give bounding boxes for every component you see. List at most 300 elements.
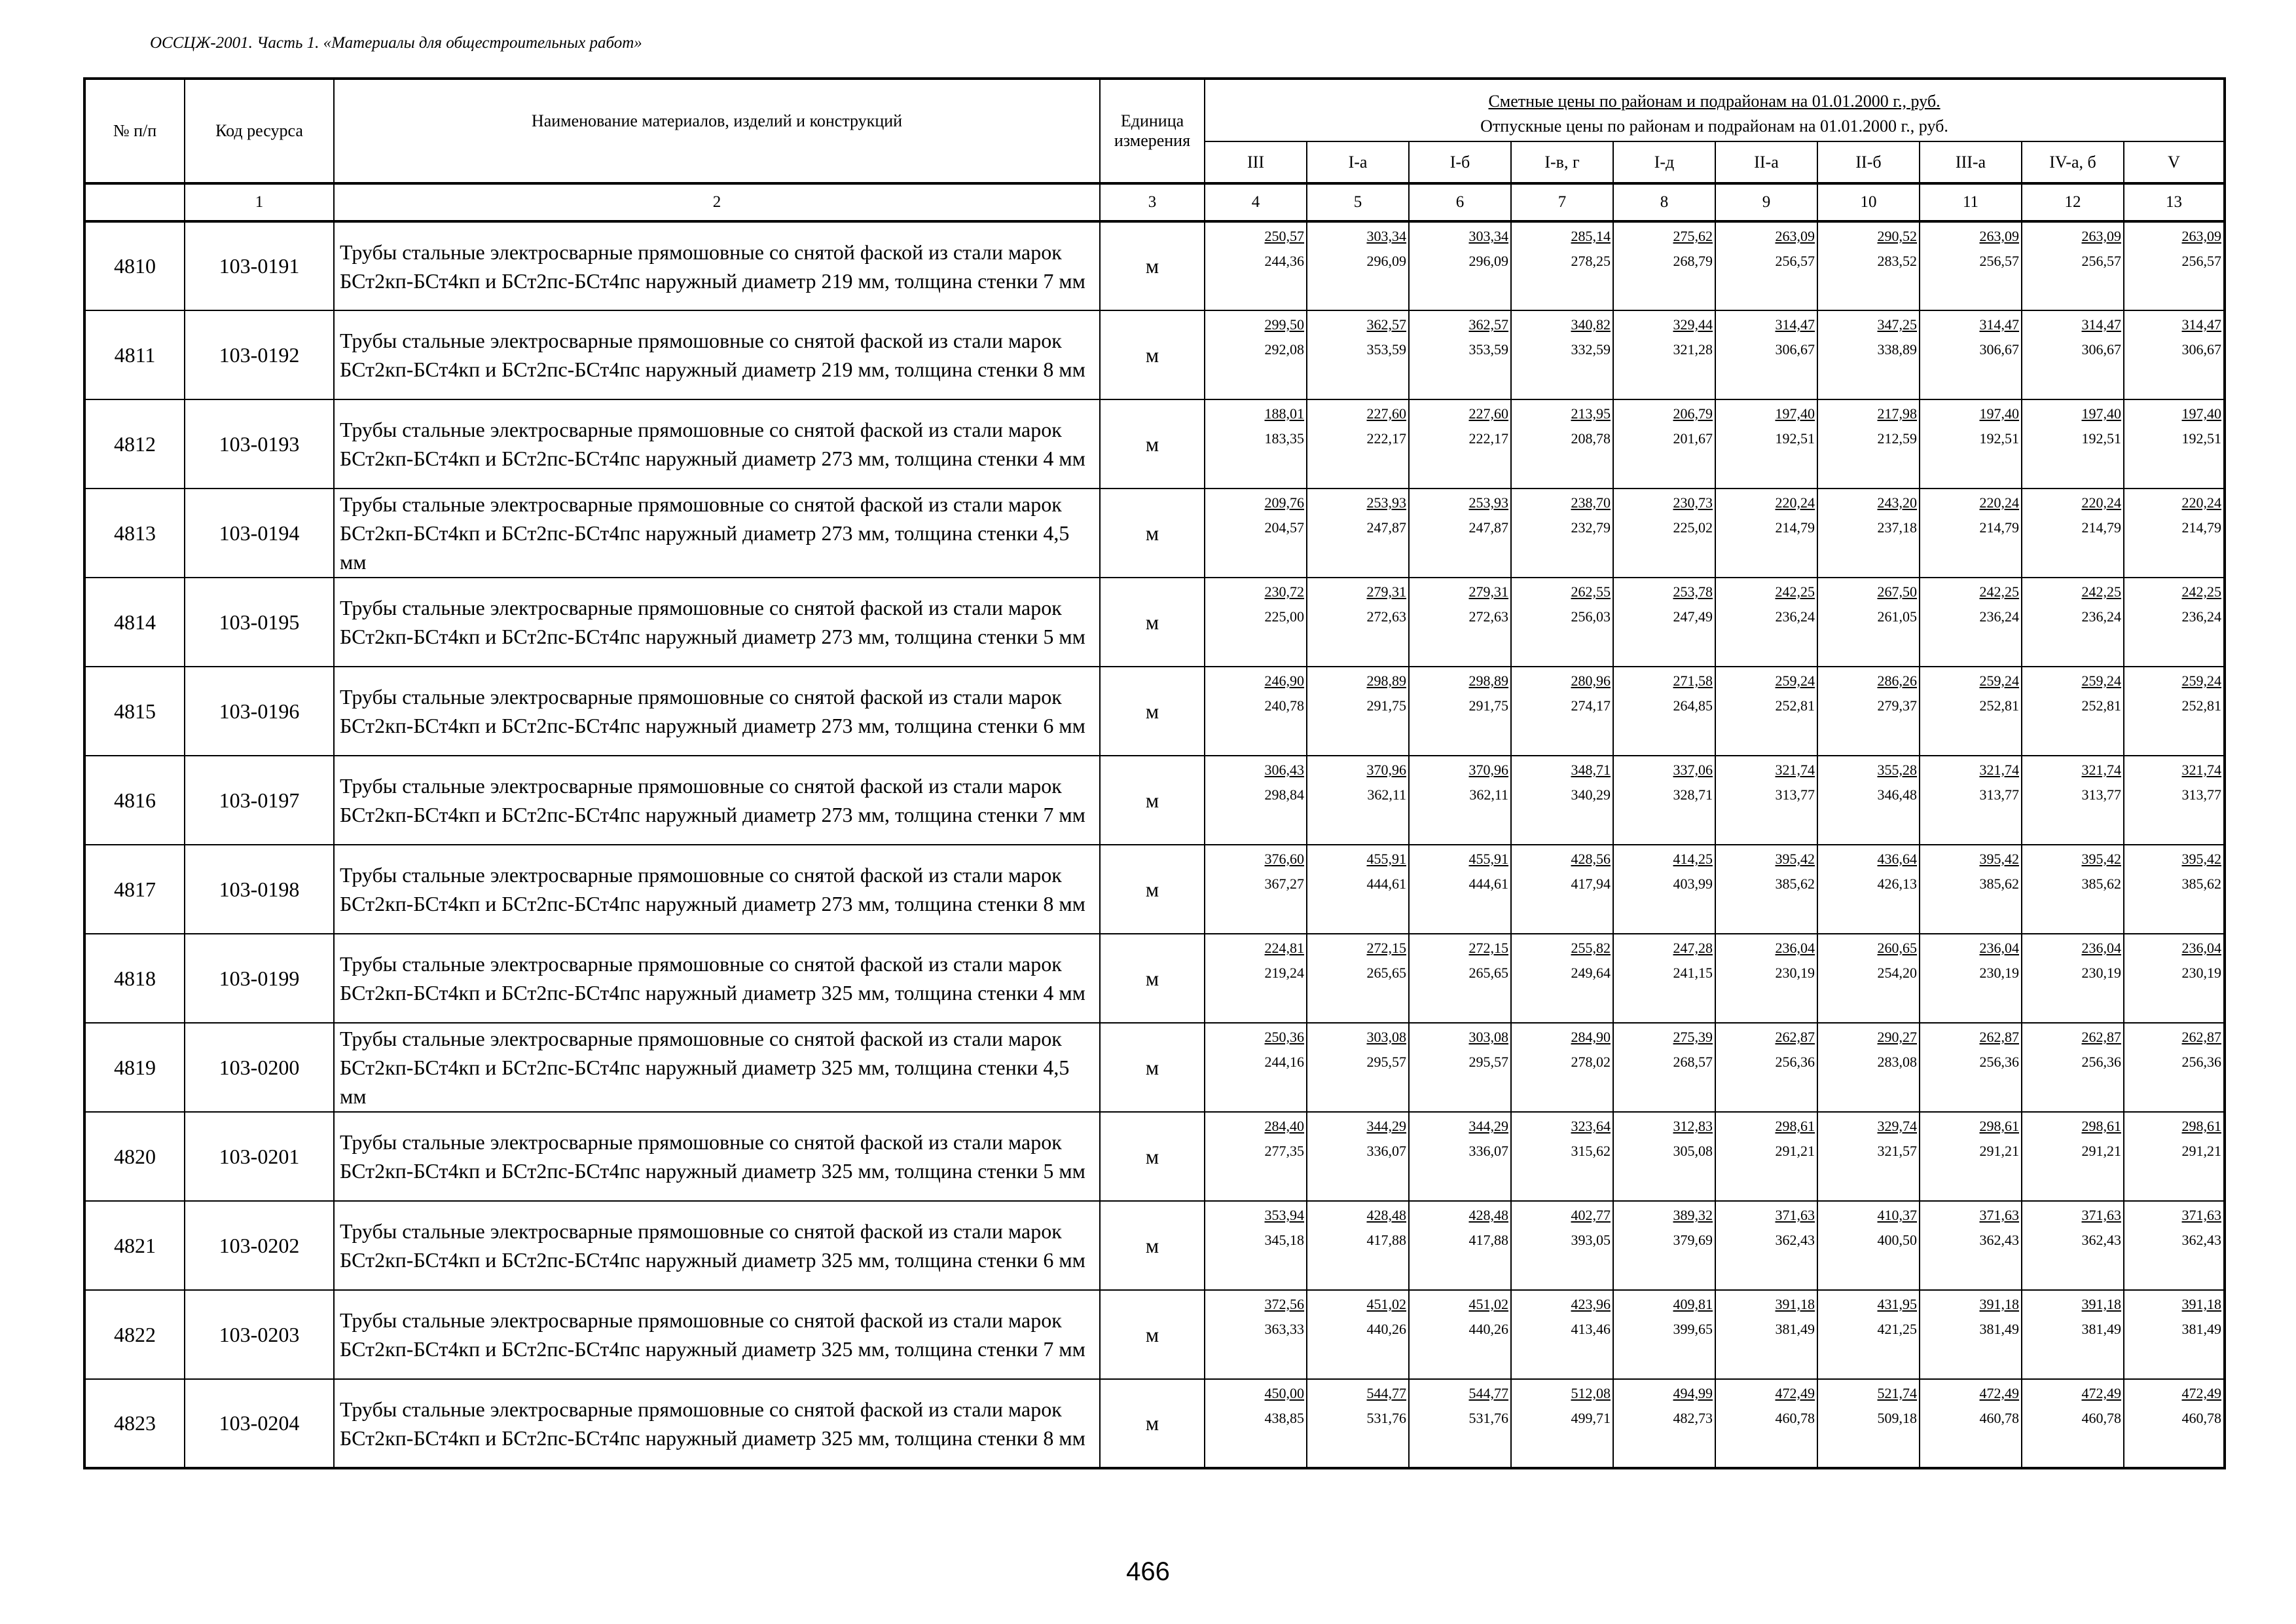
- release-price: 292,08: [1264, 341, 1304, 358]
- estimated-price: 242,25: [1775, 583, 1815, 600]
- estimated-price: 250,57: [1264, 228, 1304, 244]
- cell-price: [1307, 310, 1409, 399]
- release-price: 296,09: [1468, 253, 1508, 269]
- estimated-price: 391,18: [2081, 1296, 2121, 1312]
- col-header-name: Наименование материалов, изделий и конструкций: [334, 79, 1100, 183]
- release-price: 345,18: [1264, 1232, 1304, 1248]
- cell-price: [1715, 1023, 1817, 1112]
- release-price: 362,43: [2181, 1232, 2222, 1248]
- cell-num: 4813: [84, 489, 185, 578]
- table-row: [84, 1112, 2225, 1201]
- cell-num: 4816: [84, 756, 185, 845]
- release-price: 438,85: [1264, 1410, 1304, 1426]
- estimated-price: 370,96: [1366, 762, 1406, 778]
- cell-material-name: Трубы стальные электросварные прямошовные со снятой фаской из стали марок БСт2кп-БСт4кп и БСт2пс-БСт4пс наружный диаметр 325 мм, толщина стенки 7 мм: [334, 1290, 1100, 1379]
- cell-price: [1817, 1379, 1920, 1468]
- release-price: 256,57: [1775, 253, 1815, 269]
- column-number: 7: [1511, 183, 1613, 221]
- estimated-price: 284,40: [1264, 1118, 1304, 1134]
- release-price: 381,49: [2181, 1321, 2222, 1337]
- cell-price: [1613, 1379, 1715, 1468]
- release-price: 278,25: [1571, 253, 1611, 269]
- estimated-price: 253,93: [1468, 494, 1508, 511]
- release-price: 252,81: [1775, 697, 1815, 714]
- release-price: 321,57: [1877, 1143, 1917, 1159]
- estimated-price: 224,81: [1264, 940, 1304, 956]
- table-row: [84, 1379, 2225, 1468]
- cell-price: [1920, 1201, 2022, 1290]
- release-price: 353,59: [1468, 341, 1508, 358]
- cell-price: [2022, 1290, 2124, 1379]
- cell-price: [2022, 1023, 2124, 1112]
- estimated-price: 451,02: [1468, 1296, 1508, 1312]
- release-price: 332,59: [1571, 341, 1611, 358]
- estimated-price: 247,28: [1673, 940, 1713, 956]
- estimated-price: 321,74: [1775, 762, 1815, 778]
- estimated-price: 347,25: [1877, 316, 1917, 333]
- table-row: [84, 578, 2225, 667]
- cell-price: [1511, 489, 1613, 578]
- estimated-price: 298,61: [1979, 1118, 2019, 1134]
- cell-material-name: Трубы стальные электросварные прямошовные со снятой фаской из стали марок БСт2кп-БСт4кп и БСт2пс-БСт4пс наружный диаметр 325 мм, толщина стенки 8 мм: [334, 1379, 1100, 1468]
- cell-price: [1715, 489, 1817, 578]
- column-number-empty: [84, 183, 185, 221]
- cell-unit: м: [1100, 489, 1205, 578]
- col-header-unit: Единица измерения: [1100, 79, 1205, 183]
- cell-price: [2022, 1112, 2124, 1201]
- estimated-price: 314,47: [2181, 316, 2222, 333]
- estimated-price: 306,43: [1264, 762, 1304, 778]
- estimated-price: 259,24: [2181, 673, 2222, 689]
- release-price: 385,62: [2081, 876, 2121, 892]
- estimated-price: 436,64: [1877, 851, 1917, 867]
- release-price: 421,25: [1877, 1321, 1917, 1337]
- cell-price: [1307, 1201, 1409, 1290]
- estimated-price: 348,71: [1571, 762, 1611, 778]
- cell-price: [1205, 1379, 1307, 1468]
- estimated-price: 285,14: [1571, 228, 1611, 244]
- release-price: 252,81: [2081, 697, 2121, 714]
- release-price: 393,05: [1571, 1232, 1611, 1248]
- release-price: 256,57: [1979, 253, 2019, 269]
- cell-material-name: Трубы стальные электросварные прямошовные со снятой фаской из стали марок БСт2кп-БСт4кп и БСт2пс-БСт4пс наружный диаметр 273 мм, толщина стенки 4,5 мм: [334, 489, 1100, 578]
- release-price: 399,65: [1673, 1321, 1713, 1337]
- cell-price: [1613, 1290, 1715, 1379]
- cell-price: [1307, 1023, 1409, 1112]
- cell-price: [1409, 310, 1511, 399]
- release-price: 278,02: [1571, 1054, 1611, 1070]
- release-price: 272,63: [1366, 608, 1406, 625]
- estimated-price: 455,91: [1366, 851, 1406, 867]
- release-price: 214,79: [1979, 519, 2019, 536]
- cell-price: [1613, 756, 1715, 845]
- estimated-price: 391,18: [2181, 1296, 2222, 1312]
- estimated-price: 512,08: [1571, 1385, 1611, 1401]
- release-price: 306,67: [2181, 341, 2222, 358]
- cell-price: [1409, 1023, 1511, 1112]
- estimated-price: 217,98: [1877, 405, 1917, 422]
- cell-price: [2124, 310, 2225, 399]
- cell-num: 4812: [84, 399, 185, 489]
- estimated-price-header: Сметные цены по районам и подрайонам на 01.01.2000 г., руб.: [1488, 92, 1941, 111]
- release-price: 385,62: [1775, 876, 1815, 892]
- cell-price: [2124, 934, 2225, 1023]
- cell-resource-code: 103-0200: [185, 1023, 334, 1112]
- cell-price: [2022, 934, 2124, 1023]
- release-price: 222,17: [1468, 430, 1508, 447]
- cell-material-name: Трубы стальные электросварные прямошовные со снятой фаской из стали марок БСт2кп-БСт4кп и БСт2пс-БСт4пс наружный диаметр 325 мм, толщина стенки 4 мм: [334, 934, 1100, 1023]
- estimated-price: 246,90: [1264, 673, 1304, 689]
- estimated-price: 395,42: [1775, 851, 1815, 867]
- release-price: 381,49: [1775, 1321, 1815, 1337]
- cell-resource-code: 103-0192: [185, 310, 334, 399]
- cell-num: 4823: [84, 1379, 185, 1468]
- estimated-price: 263,09: [2081, 228, 2121, 244]
- estimated-price: 314,47: [1775, 316, 1815, 333]
- estimated-price: 262,87: [2181, 1029, 2222, 1045]
- cell-price: [1715, 1290, 1817, 1379]
- cell-resource-code: 103-0204: [185, 1379, 334, 1468]
- estimated-price: 337,06: [1673, 762, 1713, 778]
- cell-num: 4821: [84, 1201, 185, 1290]
- estimated-price: 340,82: [1571, 316, 1611, 333]
- cell-material-name: Трубы стальные электросварные прямошовные со снятой фаской из стали марок БСт2кп-БСт4кп и БСт2пс-БСт4пс наружный диаметр 273 мм, толщина стенки 5 мм: [334, 578, 1100, 667]
- estimated-price: 236,04: [2181, 940, 2222, 956]
- release-price: 268,79: [1673, 253, 1713, 269]
- estimated-price: 321,74: [1979, 762, 2019, 778]
- estimated-price: 255,82: [1571, 940, 1611, 956]
- estimated-price: 370,96: [1468, 762, 1508, 778]
- estimated-price: 321,74: [2081, 762, 2121, 778]
- release-price: 291,21: [1979, 1143, 2019, 1159]
- estimated-price: 290,52: [1877, 228, 1917, 244]
- release-price: 283,08: [1877, 1054, 1917, 1070]
- table-row: [84, 756, 2225, 845]
- release-price: 400,50: [1877, 1232, 1917, 1248]
- cell-price: [1715, 667, 1817, 756]
- estimated-price: 259,24: [2081, 673, 2121, 689]
- estimated-price: 303,34: [1366, 228, 1406, 244]
- estimated-price: 321,74: [2181, 762, 2222, 778]
- estimated-price: 355,28: [1877, 762, 1917, 778]
- cell-price: [1511, 578, 1613, 667]
- cell-price: [1715, 934, 1817, 1023]
- cell-price: [1715, 578, 1817, 667]
- cell-price: [1205, 221, 1307, 310]
- cell-price: [1511, 399, 1613, 489]
- cell-price: [2124, 845, 2225, 934]
- estimated-price: 323,64: [1571, 1118, 1611, 1134]
- region-header: II-б: [1817, 141, 1920, 183]
- table-row: [84, 934, 2225, 1023]
- estimated-price: 371,63: [2081, 1207, 2121, 1223]
- cell-price: [1205, 667, 1307, 756]
- column-number: 13: [2124, 183, 2225, 221]
- cell-price: [2022, 667, 2124, 756]
- cell-resource-code: 103-0197: [185, 756, 334, 845]
- cell-resource-code: 103-0202: [185, 1201, 334, 1290]
- release-price: 240,78: [1264, 697, 1304, 714]
- cell-price: [1511, 1290, 1613, 1379]
- estimated-price: 299,50: [1264, 316, 1304, 333]
- cell-price: [1920, 221, 2022, 310]
- release-price: 256,03: [1571, 608, 1611, 625]
- release-price: 236,24: [2081, 608, 2121, 625]
- release-price: 362,43: [1979, 1232, 2019, 1248]
- estimated-price: 262,87: [2081, 1029, 2121, 1045]
- cell-price: [1817, 1290, 1920, 1379]
- estimated-price: 279,31: [1366, 583, 1406, 600]
- cell-price: [1409, 845, 1511, 934]
- cell-price: [1511, 1112, 1613, 1201]
- estimated-price: 259,24: [1775, 673, 1815, 689]
- cell-resource-code: 103-0199: [185, 934, 334, 1023]
- region-header: I-а: [1307, 141, 1409, 183]
- release-price: 249,64: [1571, 965, 1611, 981]
- cell-price: [2022, 756, 2124, 845]
- release-price: 230,19: [1979, 965, 2019, 981]
- cell-material-name: Трубы стальные электросварные прямошовные со снятой фаской из стали марок БСт2кп-БСт4кп и БСт2пс-БСт4пс наружный диаметр 325 мм, толщина стенки 5 мм: [334, 1112, 1100, 1201]
- cell-resource-code: 103-0196: [185, 667, 334, 756]
- estimated-price: 395,42: [2181, 851, 2222, 867]
- estimated-price: 213,95: [1571, 405, 1611, 422]
- column-number: 8: [1613, 183, 1715, 221]
- cell-material-name: Трубы стальные электросварные прямошовные со снятой фаской из стали марок БСт2кп-БСт4кп и БСт2пс-БСт4пс наружный диаметр 325 мм, толщина стенки 6 мм: [334, 1201, 1100, 1290]
- release-price: 291,21: [1775, 1143, 1815, 1159]
- region-header: III: [1205, 141, 1307, 183]
- cell-price: [1307, 221, 1409, 310]
- cell-price: [1613, 1112, 1715, 1201]
- cell-price: [1205, 1112, 1307, 1201]
- cell-price: [1613, 489, 1715, 578]
- cell-price: [1817, 1023, 1920, 1112]
- release-price: 313,77: [2081, 786, 2121, 803]
- estimated-price: 450,00: [1264, 1385, 1304, 1401]
- cell-price: [2124, 756, 2225, 845]
- cell-unit: м: [1100, 845, 1205, 934]
- cell-price: [1307, 756, 1409, 845]
- cell-price: [1715, 845, 1817, 934]
- release-price: 277,35: [1264, 1143, 1304, 1159]
- estimated-price: 298,61: [2181, 1118, 2222, 1134]
- cell-material-name: Трубы стальные электросварные прямошовные со снятой фаской из стали марок БСт2кп-БСт4кп и БСт2пс-БСт4пс наружный диаметр 273 мм, толщина стенки 4 мм: [334, 399, 1100, 489]
- estimated-price: 220,24: [2081, 494, 2121, 511]
- cell-material-name: Трубы стальные электросварные прямошовные со снятой фаской из стали марок БСт2кп-БСт4кп и БСт2пс-БСт4пс наружный диаметр 325 мм, толщина стенки 4,5 мм: [334, 1023, 1100, 1112]
- release-price: 340,29: [1571, 786, 1611, 803]
- estimated-price: 362,57: [1468, 316, 1508, 333]
- cell-price: [1409, 1112, 1511, 1201]
- column-number: 4: [1205, 183, 1307, 221]
- release-price: 256,36: [1979, 1054, 2019, 1070]
- release-price: 256,57: [2181, 253, 2222, 269]
- cell-price: [1613, 578, 1715, 667]
- estimated-price: 371,63: [1979, 1207, 2019, 1223]
- release-price: 379,69: [1673, 1232, 1713, 1248]
- release-price: 247,87: [1468, 519, 1508, 536]
- release-price: 256,57: [2081, 253, 2121, 269]
- release-price: 460,78: [1979, 1410, 2019, 1426]
- cell-price: [2124, 489, 2225, 578]
- release-price: 247,49: [1673, 608, 1713, 625]
- release-price: 237,18: [1877, 519, 1917, 536]
- estimated-price: 431,95: [1877, 1296, 1917, 1312]
- release-price: 192,51: [1979, 430, 2019, 447]
- cell-price: [1511, 1023, 1613, 1112]
- column-number: 3: [1100, 183, 1205, 221]
- release-price: 296,09: [1366, 253, 1406, 269]
- estimated-price: 197,40: [1979, 405, 2019, 422]
- table-row: [84, 221, 2225, 310]
- estimated-price: 298,89: [1366, 673, 1406, 689]
- cell-price: [1307, 578, 1409, 667]
- cell-price: [1613, 667, 1715, 756]
- estimated-price: 314,47: [1979, 316, 2019, 333]
- release-price: 201,67: [1673, 430, 1713, 447]
- cell-price: [1817, 399, 1920, 489]
- cell-price: [1715, 756, 1817, 845]
- estimated-price: 242,25: [2081, 583, 2121, 600]
- cell-price: [2124, 1023, 2225, 1112]
- cell-price: [1409, 1201, 1511, 1290]
- release-price: 403,99: [1673, 876, 1713, 892]
- region-header: IV-а, б: [2022, 141, 2124, 183]
- column-number: 2: [334, 183, 1100, 221]
- cell-price: [2124, 1201, 2225, 1290]
- cell-price: [1205, 578, 1307, 667]
- cell-price: [1307, 934, 1409, 1023]
- cell-price: [1920, 310, 2022, 399]
- estimated-price: 279,31: [1468, 583, 1508, 600]
- cell-resource-code: 103-0193: [185, 399, 334, 489]
- cell-price: [1613, 934, 1715, 1023]
- table-row: [84, 1290, 2225, 1379]
- column-number: 1: [185, 183, 334, 221]
- cell-price: [1511, 934, 1613, 1023]
- cell-price: [1307, 399, 1409, 489]
- table-row: [84, 1201, 2225, 1290]
- release-price: 367,27: [1264, 876, 1304, 892]
- release-price: 336,07: [1366, 1143, 1406, 1159]
- cell-price: [1511, 667, 1613, 756]
- release-price: 204,57: [1264, 519, 1304, 536]
- cell-price: [1920, 756, 2022, 845]
- estimated-price: 197,40: [1775, 405, 1815, 422]
- cell-unit: м: [1100, 1379, 1205, 1468]
- estimated-price: 260,65: [1877, 940, 1917, 956]
- release-price: 295,57: [1366, 1054, 1406, 1070]
- cell-unit: м: [1100, 1201, 1205, 1290]
- estimated-price: 262,55: [1571, 583, 1611, 600]
- release-price: 256,36: [1775, 1054, 1815, 1070]
- release-price: 225,00: [1264, 608, 1304, 625]
- cell-price: [1205, 934, 1307, 1023]
- cell-price: [1920, 578, 2022, 667]
- release-price: 338,89: [1877, 341, 1917, 358]
- cell-unit: м: [1100, 310, 1205, 399]
- release-price: 298,84: [1264, 786, 1304, 803]
- cell-num: 4817: [84, 845, 185, 934]
- cell-price: [1817, 310, 1920, 399]
- col-header-prices: [1205, 79, 2225, 141]
- release-price: 268,57: [1673, 1054, 1713, 1070]
- cell-price: [1817, 221, 1920, 310]
- release-price: 192,51: [2081, 430, 2121, 447]
- release-price: 413,46: [1571, 1321, 1611, 1337]
- release-price: 460,78: [2181, 1410, 2222, 1426]
- estimated-price: 303,08: [1366, 1029, 1406, 1045]
- cell-price: [1920, 934, 2022, 1023]
- release-price: 241,15: [1673, 965, 1713, 981]
- release-price: 291,75: [1468, 697, 1508, 714]
- estimated-price: 472,49: [1775, 1385, 1815, 1401]
- cell-resource-code: 103-0203: [185, 1290, 334, 1379]
- col-header-code: Код ресурса: [185, 79, 334, 183]
- release-price: 315,62: [1571, 1143, 1611, 1159]
- estimated-price: 329,74: [1877, 1118, 1917, 1134]
- estimated-price: 290,27: [1877, 1029, 1917, 1045]
- estimated-price: 402,77: [1571, 1207, 1611, 1223]
- cell-price: [1817, 489, 1920, 578]
- cell-price: [2022, 489, 2124, 578]
- table-row: [84, 489, 2225, 578]
- release-price: 252,81: [1979, 697, 2019, 714]
- release-price: 265,65: [1468, 965, 1508, 981]
- table-row: [84, 399, 2225, 489]
- estimated-price: 197,40: [2081, 405, 2121, 422]
- cell-price: [1715, 1201, 1817, 1290]
- region-header: III-а: [1920, 141, 2022, 183]
- release-price: 244,16: [1264, 1054, 1304, 1070]
- release-price: 305,08: [1673, 1143, 1713, 1159]
- cell-material-name: Трубы стальные электросварные прямошовные со снятой фаской из стали марок БСт2кп-БСт4кп и БСт2пс-БСт4пс наружный диаметр 273 мм, толщина стенки 8 мм: [334, 845, 1100, 934]
- cell-num: 4810: [84, 221, 185, 310]
- cell-price: [2022, 845, 2124, 934]
- estimated-price: 227,60: [1468, 405, 1508, 422]
- estimated-price: 220,24: [1775, 494, 1815, 511]
- cell-num: 4814: [84, 578, 185, 667]
- cell-num: 4815: [84, 667, 185, 756]
- release-price: 440,26: [1366, 1321, 1406, 1337]
- release-price: 362,11: [1469, 786, 1508, 803]
- estimated-price: 230,72: [1264, 583, 1304, 600]
- release-price: 183,35: [1264, 430, 1304, 447]
- release-price: 291,21: [2181, 1143, 2222, 1159]
- estimated-price: 410,37: [1877, 1207, 1917, 1223]
- estimated-price: 391,18: [1979, 1296, 2019, 1312]
- cell-price: [1920, 399, 2022, 489]
- cell-material-name: Трубы стальные электросварные прямошовные со снятой фаской из стали марок БСт2кп-БСт4кп и БСт2пс-БСт4пс наружный диаметр 273 мм, толщина стенки 6 мм: [334, 667, 1100, 756]
- release-price: 313,77: [1979, 786, 2019, 803]
- cell-price: [2022, 221, 2124, 310]
- estimated-price: 238,70: [1571, 494, 1611, 511]
- cell-price: [1307, 489, 1409, 578]
- cell-price: [1409, 221, 1511, 310]
- cell-price: [1920, 1112, 2022, 1201]
- estimated-price: 472,49: [2181, 1385, 2222, 1401]
- cell-price: [1511, 756, 1613, 845]
- estimated-price: 242,25: [1979, 583, 2019, 600]
- cell-resource-code: 103-0198: [185, 845, 334, 934]
- release-price: 283,52: [1877, 253, 1917, 269]
- cell-num: 4822: [84, 1290, 185, 1379]
- cell-price: [1920, 1290, 2022, 1379]
- cell-resource-code: 103-0195: [185, 578, 334, 667]
- cell-price: [1715, 310, 1817, 399]
- cell-unit: м: [1100, 1112, 1205, 1201]
- cell-price: [1307, 845, 1409, 934]
- cell-price: [1511, 310, 1613, 399]
- release-price: 444,61: [1468, 876, 1508, 892]
